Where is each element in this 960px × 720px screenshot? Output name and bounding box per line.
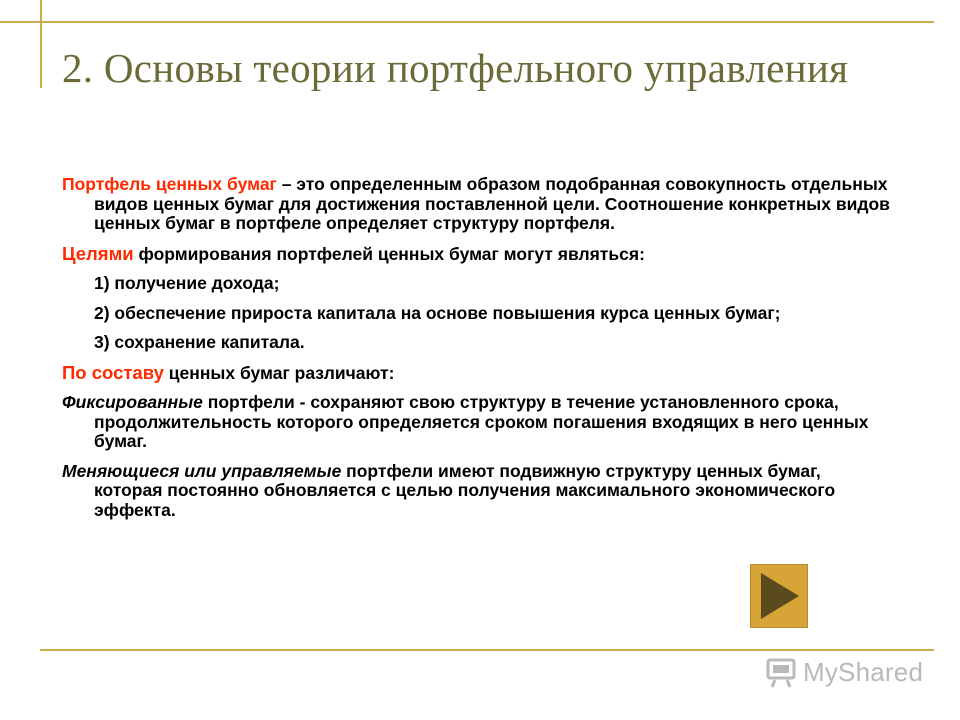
left-rule <box>40 0 42 88</box>
term-composition: По составу <box>62 361 164 383</box>
play-triangle-icon <box>751 565 807 627</box>
watermark-text: MyShared <box>803 656 924 687</box>
managed-text: портфели имеют подвижную структуру ценных бумаг, которая постоянно обновляется с целью получения максимального экономического эффекта. <box>94 460 836 520</box>
composition-paragraph <box>62 363 892 384</box>
bottom-rule <box>40 649 934 651</box>
slide-title: 2. Основы теории портфельного управления <box>62 45 849 91</box>
definition-paragraph <box>62 175 892 234</box>
next-slide-button[interactable] <box>750 564 808 628</box>
term-portfolio: Портфель ценных бумаг <box>62 174 277 194</box>
watermark <box>763 652 933 692</box>
list-item: 2) обеспечение прироста капитала на основе повышения курса ценных бумаг; <box>94 302 781 323</box>
fixed-text: портфели - сохраняют свою структуру в течение установленного срока, продолжительность которого определяется сроком погашения входящих в него ценных бумаг. <box>94 392 869 451</box>
definition-text: – это определенным образом подобранная совокупность отдельных видов ценных бумаг для достижения поставленной цели. Соотношение конкретных видов ценных бумаг в портфеле определяет структуру портфеля. <box>94 174 890 233</box>
term-fixed: Фиксированные <box>62 392 203 412</box>
projector-icon <box>763 654 799 690</box>
slide-body <box>62 175 892 530</box>
term-goals: Целями <box>62 242 134 264</box>
goals-paragraph <box>62 244 892 265</box>
list-item: 1) получение дохода; <box>94 273 280 293</box>
composition-text: ценных бумаг различают: <box>163 362 395 383</box>
list-item: 3) сохранение капитала. <box>94 332 305 352</box>
term-managed: Меняющиеся или управляемые <box>62 460 342 481</box>
top-rule <box>0 21 934 23</box>
goals-text: формирования портфелей ценных бумаг могут являться: <box>133 243 645 264</box>
managed-portfolio-paragraph <box>62 462 892 521</box>
fixed-portfolio-paragraph <box>62 393 892 452</box>
